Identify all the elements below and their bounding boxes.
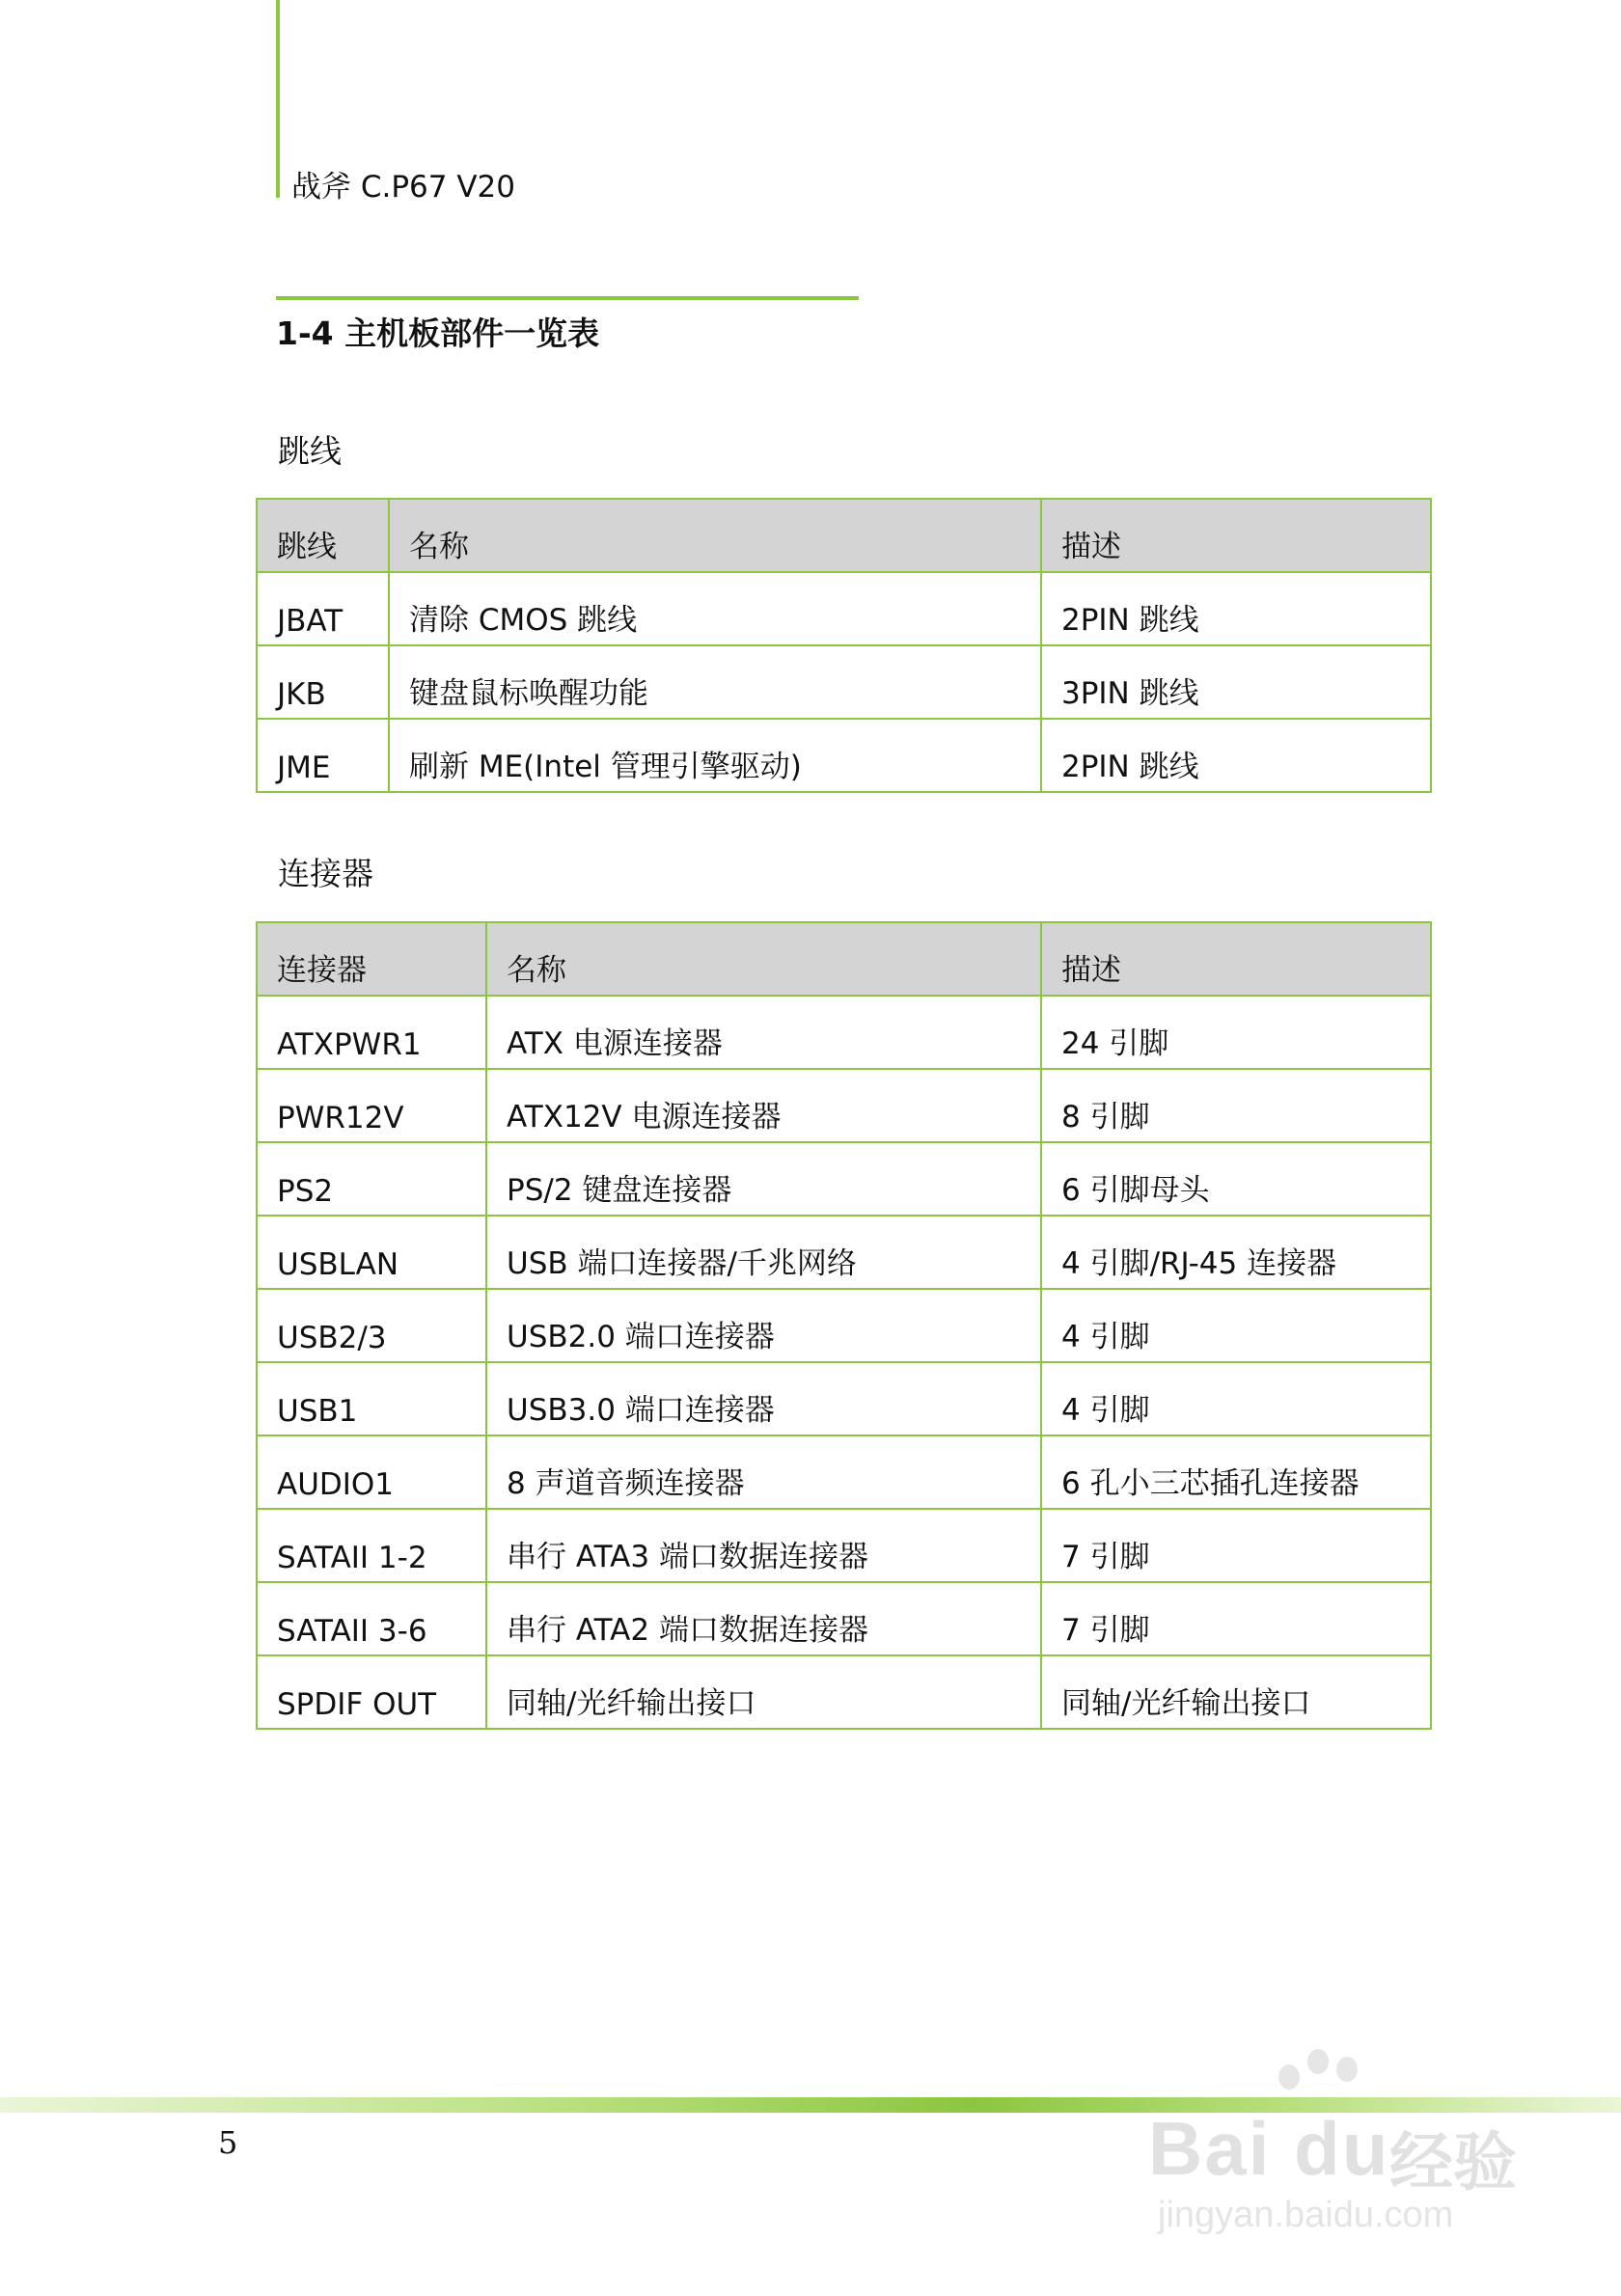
header-accent-line <box>276 0 280 198</box>
table-cell: 7 引脚 <box>1041 1582 1431 1655</box>
jumpers-table <box>256 498 1432 793</box>
paw-icon <box>1336 2057 1358 2082</box>
table-cell: SATAII 1-2 <box>257 1509 486 1582</box>
jumpers-heading: 跳线 <box>278 432 342 470</box>
table-cell: 同轴/光纤输出接口 <box>486 1655 1041 1729</box>
table-cell: PS/2 键盘连接器 <box>486 1142 1041 1216</box>
table-row <box>257 1362 1431 1435</box>
column-header: 连接器 <box>257 922 486 996</box>
table-cell: 3PIN 跳线 <box>1041 645 1431 719</box>
table-cell: JKB <box>257 645 389 719</box>
column-header: 描述 <box>1041 499 1431 572</box>
table-cell: 键盘鼠标唤醒功能 <box>389 645 1041 719</box>
table-cell: 2PIN 跳线 <box>1041 572 1431 645</box>
page-number: 5 <box>218 2124 238 2161</box>
table-cell: 24 引脚 <box>1041 996 1431 1069</box>
table-row <box>257 572 1431 645</box>
table-cell: 刷新 ME(Intel 管理引擎驱动) <box>389 719 1041 792</box>
table-cell: SPDIF OUT <box>257 1655 486 1729</box>
watermark-cn: 经验 <box>1389 2125 1517 2200</box>
table-row <box>257 1069 1431 1142</box>
table-row <box>257 1435 1431 1509</box>
table-cell: USB2/3 <box>257 1289 486 1362</box>
table-row <box>257 719 1431 792</box>
table-cell: USB1 <box>257 1362 486 1435</box>
table-cell: SATAII 3-6 <box>257 1582 486 1655</box>
table-cell: 2PIN 跳线 <box>1041 719 1431 792</box>
table-cell: USBLAN <box>257 1216 486 1289</box>
table-cell: 4 引脚 <box>1041 1362 1431 1435</box>
paw-icon <box>1307 2049 1329 2074</box>
table-cell: USB3.0 端口连接器 <box>486 1362 1041 1435</box>
table-row <box>257 1509 1431 1582</box>
document-header-title: 战斧 C.P67 V20 <box>291 170 516 205</box>
table-cell: 6 引脚母头 <box>1041 1142 1431 1216</box>
table-row <box>257 1142 1431 1216</box>
table-cell: 串行 ATA2 端口数据连接器 <box>486 1582 1041 1655</box>
table-row <box>257 996 1431 1069</box>
table-cell: ATX12V 电源连接器 <box>486 1069 1041 1142</box>
section-title: 1-4 主机板部件一览表 <box>276 314 600 352</box>
table-cell: USB 端口连接器/千兆网络 <box>486 1216 1041 1289</box>
watermark-url: jingyan.baidu.com <box>1158 2195 1454 2235</box>
column-header: 名称 <box>486 922 1041 996</box>
table-row <box>257 1216 1431 1289</box>
table-cell: ATXPWR1 <box>257 996 486 1069</box>
table-cell: 7 引脚 <box>1041 1509 1431 1582</box>
table-cell: JME <box>257 719 389 792</box>
table-cell: JBAT <box>257 572 389 645</box>
table-cell: 8 声道音频连接器 <box>486 1435 1041 1509</box>
table-row <box>257 1655 1431 1729</box>
table-cell: 串行 ATA3 端口数据连接器 <box>486 1509 1041 1582</box>
section-rule <box>276 296 859 300</box>
table-row <box>257 645 1431 719</box>
column-header: 描述 <box>1041 922 1431 996</box>
table-cell: ATX 电源连接器 <box>486 996 1041 1069</box>
table-cell: 8 引脚 <box>1041 1069 1431 1142</box>
watermark-logo: Bai du <box>1148 2106 1390 2191</box>
paw-icon <box>1278 2064 1300 2090</box>
table-cell: 4 引脚/RJ-45 连接器 <box>1041 1216 1431 1289</box>
table-cell: PWR12V <box>257 1069 486 1142</box>
table-header-row <box>257 922 1431 996</box>
table-cell: PS2 <box>257 1142 486 1216</box>
table-cell: 清除 CMOS 跳线 <box>389 572 1041 645</box>
table-cell: AUDIO1 <box>257 1435 486 1509</box>
table-row <box>257 1582 1431 1655</box>
connectors-table <box>256 921 1432 1730</box>
table-cell: USB2.0 端口连接器 <box>486 1289 1041 1362</box>
table-cell: 4 引脚 <box>1041 1289 1431 1362</box>
column-header: 跳线 <box>257 499 389 572</box>
table-cell: 6 孔小三芯插孔连接器 <box>1041 1435 1431 1509</box>
table-header-row <box>257 499 1431 572</box>
column-header: 名称 <box>389 499 1041 572</box>
table-row <box>257 1289 1431 1362</box>
baidu-watermark <box>1148 2036 1553 2248</box>
table-cell: 同轴/光纤输出接口 <box>1041 1655 1431 1729</box>
connectors-heading: 连接器 <box>278 855 373 892</box>
